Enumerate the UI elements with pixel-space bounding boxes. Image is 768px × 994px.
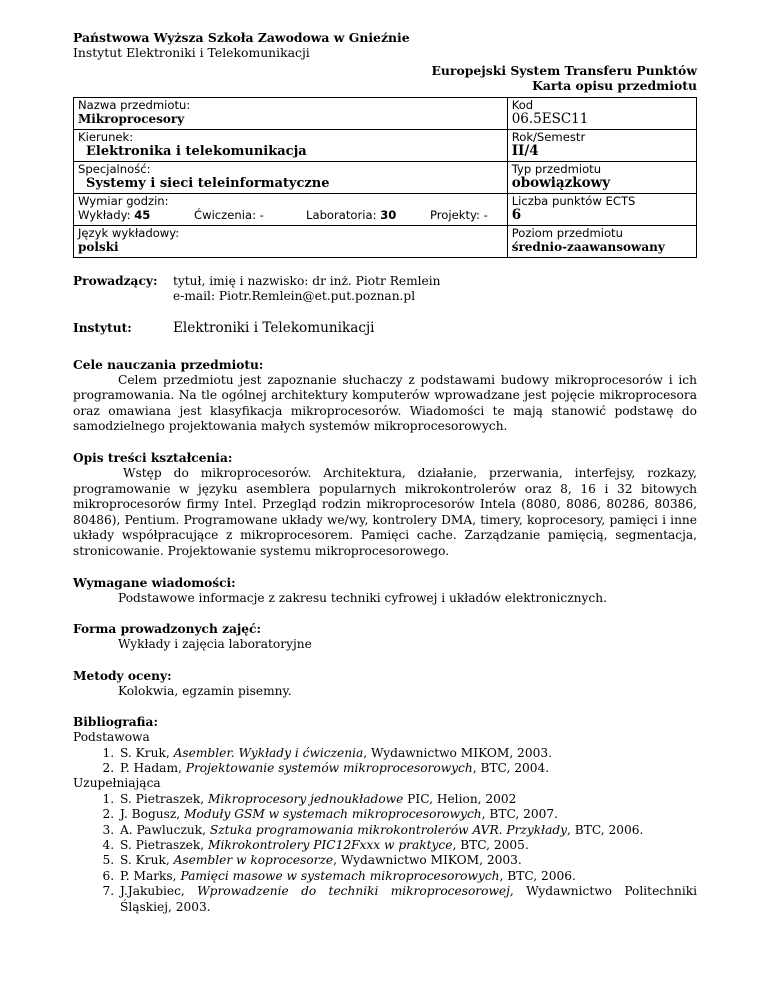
bibliography-author: P. Marks, — [120, 868, 181, 883]
year-cell — [507, 129, 696, 161]
ects-label: Liczba punktów ECTS — [511, 193, 636, 208]
field-label: Kierunek: — [78, 129, 134, 144]
subject-label: Nazwa przedmiotu: — [78, 97, 191, 112]
bibliography-author: P. Hadam, — [120, 760, 186, 775]
bibliography-title-text: Asembler w koprocesorze — [173, 853, 334, 868]
bibliography-item — [118, 884, 697, 915]
bibliography-publisher: , Wydawnictwo MIKOM, 2003. — [333, 853, 522, 868]
labs-label: Laboratoria: — [306, 207, 377, 222]
code-cell — [507, 97, 696, 129]
document-header — [73, 30, 697, 61]
bibliography-item — [118, 746, 697, 761]
ects-cell — [507, 193, 696, 225]
bibliography-author: S. Pietraszek, — [120, 837, 208, 852]
bibliography-publisher: , BTC, 2006. — [567, 822, 644, 837]
bibliography-title-text: Projektowanie systemów mikroprocesorowych — [185, 760, 473, 775]
institute-value: Elektroniki i Telekomunikacji — [173, 320, 375, 337]
bibliography-publisher: , Wydawnictwo Politechniki Śląskiej, 2003. — [120, 884, 697, 914]
bibliography-publisher: , BTC, 2004. — [472, 760, 550, 775]
level-value: średnio-zaawansowany — [511, 239, 665, 254]
bibliography-item — [118, 869, 697, 884]
spec-value: Systemy i sieci teleinformatyczne — [86, 175, 330, 191]
bibliography-title-text: Mikroprocesory jednoukładowe — [207, 791, 404, 806]
bibliography-item — [118, 761, 697, 776]
bibliography-extra-label: Uzupełniająca — [73, 776, 161, 791]
content-section — [73, 451, 697, 558]
form-section — [73, 622, 697, 652]
field-cell — [74, 129, 508, 161]
exercises-label: Ćwiczenia: - — [194, 207, 264, 222]
goals-title: Cele nauczania przedmiotu: — [73, 357, 264, 372]
lectures-label: Wykłady: — [78, 207, 131, 222]
bibliography-item — [118, 823, 697, 838]
grading-text: Kolokwia, egzamin pisemny. — [118, 683, 292, 698]
field-value: Elektronika i telekomunikacja — [86, 143, 307, 159]
year-label: Rok/Semestr — [511, 129, 586, 144]
bibliography-title-text: Pamięci masowe w systemach mikroprocesorowych — [180, 868, 500, 883]
institute-row — [73, 321, 697, 336]
type-label: Typ przedmiotu — [511, 161, 602, 176]
labs — [306, 208, 430, 223]
institute-name: Instytut Elektroniki i Telekomunikacji — [73, 45, 310, 61]
goals-text: Celem przedmiotu jest zapoznanie słuchaczy z podstawami budowy mikroprocesorów i ich programowania. Na tle ogólnej architektury komputerów wprowadzane jest pojęcie mikroprocesora oraz omawiana jest klasyfikacja mikroprocesorów. Wiadomości te mają stanowić podstawę do samodzielnego projektowania małych systemów mikroprocesorowych. — [73, 372, 697, 434]
code-label: Kod — [511, 97, 534, 112]
bibliography-publisher: , Wydawnictwo MIKOM, 2003. — [363, 745, 552, 760]
bibliography-author: S. Pietraszek, — [120, 791, 208, 806]
bibliography-item — [118, 807, 697, 822]
type-cell — [507, 161, 696, 193]
lecturer-block — [73, 274, 697, 305]
bibliography-author: J. Bogusz, — [120, 807, 185, 822]
bibliography-publisher: , BTC, 2005. — [452, 837, 529, 852]
lecturer-email: e-mail: Piotr.Remlein@et.put.poznan.pl — [173, 289, 416, 304]
bibliography-extra-list — [73, 792, 697, 915]
content-title: Opis treści kształcenia: — [73, 451, 233, 466]
lectures — [78, 208, 194, 223]
level-cell — [507, 225, 696, 257]
lectures-value: 45 — [134, 207, 151, 222]
bibliography-title: Bibliografia: — [73, 715, 158, 730]
bibliography-section — [73, 715, 697, 915]
bibliography-author: A. Pawluczuk, — [120, 822, 210, 837]
bibliography-publisher: , BTC, 2006. — [499, 868, 576, 883]
year-value: II/4 — [511, 142, 539, 159]
form-text: Wykłady i zajęcia laboratoryjne — [118, 637, 312, 652]
content-text: Wstęp do mikroprocesorów. Architektura, działanie, przerwania, interfejsy, rozkazy, programowanie w języku asemblera popularnych mikrokontrolerów oraz 8, 16 i 32 bitowych mikroprocesorów firmy Intel. Przegląd rodzin mikroprocesorów Intela (8080, 8086, 80286, 80386, 80486), Pentium. Programowane układy we/wy, kontrolery DMA, timery, koprocesory, pamięci i inne układy współpracujące z mikroprocesorem. Pamięci cache. Zarządzanie pamięcią, segmentacja, stronicowanie. Projektowanie systemu mikroprocesorowego. — [73, 466, 697, 558]
language-label: Język wykładowy: — [78, 225, 180, 240]
course-info-table — [73, 97, 697, 258]
code-value: 06.5ESC11 — [511, 110, 589, 127]
subject-cell — [74, 97, 508, 129]
labs-value: 30 — [380, 207, 397, 222]
bibliography-item — [118, 838, 697, 853]
hours-cell — [74, 193, 508, 225]
bibliography-title-text: Asembler. Wykłady i ćwiczenia — [173, 745, 364, 760]
document-page — [73, 30, 697, 915]
ects-value: 6 — [511, 206, 522, 223]
bibliography-publisher: , BTC, 2007. — [481, 807, 558, 822]
hours-row — [78, 208, 503, 223]
bibliography-author: J.Jakubiec, — [120, 884, 198, 899]
required-text: Podstawowe informacje z zakresu techniki cyfrowej i układów elektronicznych. — [118, 590, 607, 605]
required-section — [73, 576, 697, 606]
institute-label: Instytut: — [73, 321, 132, 336]
lecturer-name: tytuł, imię i nazwisko: dr inż. Piotr Remlein — [173, 273, 441, 288]
bibliography-publisher: PIC, Helion, 2002 — [403, 791, 517, 806]
spec-label: Specjalność: — [78, 161, 151, 176]
projects-label: Projekty: - — [430, 207, 488, 222]
language-cell — [74, 225, 508, 257]
document-title — [73, 63, 697, 94]
card-name: Karta opisu przedmiotu — [532, 78, 697, 94]
bibliography-item — [118, 853, 697, 868]
bibliography-basic-list — [73, 746, 697, 777]
bibliography-author: S. Kruk, — [120, 853, 174, 868]
goals-section — [73, 358, 697, 435]
bibliography-title-text: Mikrokontrolery PIC12Fxxx w praktyce — [207, 837, 453, 852]
type-value: obowiązkowy — [511, 174, 611, 191]
language-value: polski — [78, 239, 119, 254]
university-name: Państwowa Wyższa Szkoła Zawodowa w Gnieźnie — [73, 30, 410, 45]
bibliography-basic-label: Podstawowa — [73, 730, 150, 745]
bibliography-title-text: Wprowadzenie do techniki mikroprocesorowej — [197, 884, 510, 899]
bibliography-title-text: Moduły GSM w systemach mikroprocesorowych — [184, 807, 482, 822]
spec-cell — [74, 161, 508, 193]
required-title: Wymagane wiadomości: — [73, 575, 236, 590]
system-name: Europejski System Transferu Punktów — [431, 62, 697, 78]
level-label: Poziom przedmiotu — [511, 225, 623, 240]
bibliography-item — [118, 792, 697, 807]
bibliography-author: S. Kruk, — [120, 745, 174, 760]
bibliography-title-text: Sztuka programowania mikrokontrolerów AVR. Przykłady — [209, 822, 568, 837]
lecturer-label: Prowadzący: — [73, 273, 158, 288]
hours-label: Wymiar godzin: — [78, 193, 169, 208]
grading-section — [73, 669, 697, 699]
form-title: Forma prowadzonych zajęć: — [73, 622, 261, 637]
grading-title: Metody oceny: — [73, 668, 172, 683]
subject-value: Mikroprocesory — [78, 111, 185, 126]
